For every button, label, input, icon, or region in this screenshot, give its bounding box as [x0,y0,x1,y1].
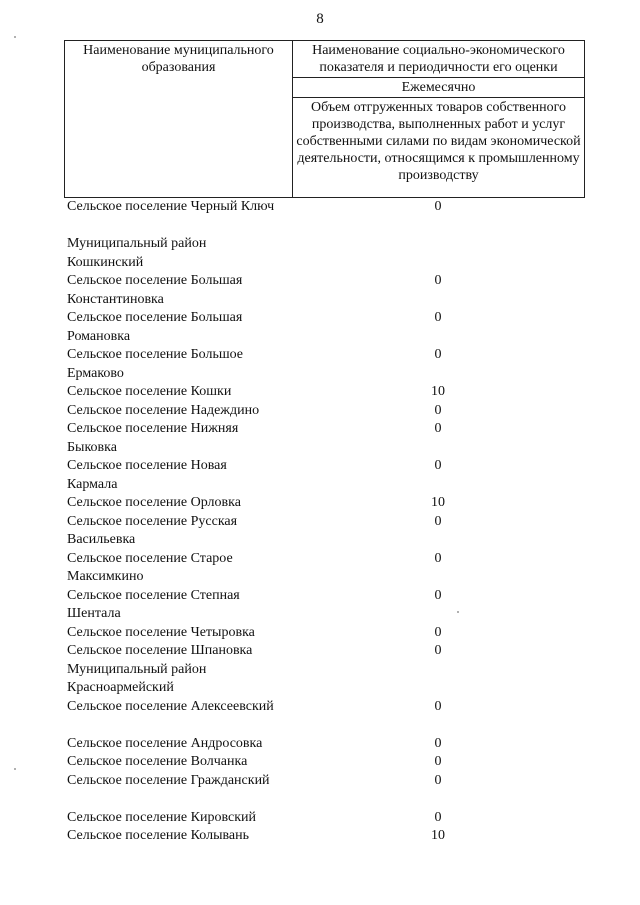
table-row-continuation [67,254,587,273]
scan-speck [14,768,16,770]
municipality-name-continued: Романовка [67,328,131,344]
indicator-value: 0 [434,754,442,769]
municipality-name-continued: Кармала [67,476,118,492]
indicator-value: 10 [431,495,445,510]
municipality-name: Сельское поселение Андросовка [67,735,263,751]
municipality-name: Сельское поселение Черный Ключ [67,199,275,214]
table-row [67,772,587,791]
indicator-value: 0 [434,513,442,529]
municipality-name: Сельское поселение Орловка [67,495,241,510]
indicator-value: 0 [434,402,442,418]
municipality-name-continued: Константиновка [67,291,164,307]
scan-speck [14,36,16,38]
indicator-value: 0 [434,458,442,473]
table-row-continuation [67,328,587,347]
municipality-name-continued: Кошкинский [67,254,144,270]
municipality-name-continued: Васильевка [67,532,136,547]
municipality-name: Муниципальный район [67,661,207,677]
row-gap [67,217,587,236]
indicator-value: 0 [434,587,442,603]
indicator-value: 0 [434,772,442,788]
table-row [67,624,587,643]
municipality-name: Сельское поселение Шпановка [67,643,253,658]
municipality-name: Муниципальный район [67,236,207,251]
table-row [67,383,587,402]
table-row-continuation [67,568,587,587]
table-row-continuation [67,531,587,550]
header-indicator-title: Наименование социально-экономического показателя и периодичности его оценки [293,41,585,78]
municipality-name: Сельское поселение Большая [67,273,243,288]
header-period: Ежемесячно [293,78,585,98]
table-row [67,494,587,513]
row-gap [67,716,587,735]
municipality-name: Сельское поселение Степная [67,587,240,603]
municipality-name: Сельское поселение Кошки [67,384,232,399]
municipality-name: Сельское поселение Надеждино [67,402,260,418]
table-row [67,550,587,569]
municipality-name: Сельское поселение Колывань [67,828,249,843]
municipality-name: Сельское поселение Большое [67,347,244,362]
municipality-name: Сельское поселение Кировский [67,809,256,825]
municipality-name-continued: Шентала [67,606,121,621]
table-header [64,40,585,198]
table-row [67,346,587,365]
municipality-name: Сельское поселение Нижняя [67,421,239,436]
municipality-name-continued: Быковка [67,439,117,455]
page-number: 8 [316,11,324,27]
indicator-value: 0 [434,735,442,751]
table-row-continuation [67,605,587,624]
table-row-continuation [67,365,587,384]
data-rows [67,198,587,846]
table-row-continuation [67,476,587,495]
indicator-value: 0 [434,809,442,825]
indicator-value: 0 [434,273,442,288]
municipality-name-continued: Красноармейский [67,680,174,695]
table-row [67,661,587,680]
municipality-name: Сельское поселение Новая [67,458,227,473]
indicator-value: 0 [434,310,442,325]
indicator-value: 0 [434,698,442,714]
indicator-value: 0 [434,421,442,436]
table-row [67,698,587,717]
indicator-value: 0 [434,199,442,214]
municipality-name: Сельское поселение Алексеевский [67,698,274,714]
indicator-value: 0 [434,643,442,658]
scan-speck [457,611,459,613]
table-row [67,309,587,328]
header-indicator: Объем отгруженных товаров собственного производства, выполненных работ и услуг собственными силами по видам экономической деятельности, относящимся к промышленному производству [293,98,585,198]
table-row [67,420,587,439]
municipality-name: Сельское поселение Русская [67,513,238,529]
municipality-name-continued: Ермаково [67,365,124,381]
table-row [67,587,587,606]
indicator-value: 0 [434,550,442,566]
municipality-name: Сельское поселение Четыровка [67,624,255,640]
table-row [67,513,587,532]
table-row [67,753,587,772]
table-row [67,809,587,828]
table-row-continuation [67,679,587,698]
municipality-name: Сельское поселение Волчанка [67,754,248,769]
indicator-value: 10 [431,384,445,399]
indicator-value: 0 [434,624,442,640]
row-gap [67,790,587,809]
table-row [67,198,587,217]
header-municipality: Наименование муниципального образования [65,41,293,198]
municipality-name: Сельское поселение Гражданский [67,772,270,788]
table-row [67,402,587,421]
table-row-continuation [67,291,587,310]
municipality-name-continued: Максимкино [67,569,144,584]
municipality-name: Сельское поселение Старое [67,550,233,566]
table-row [67,735,587,754]
indicator-value: 0 [434,347,442,362]
municipality-name: Сельское поселение Большая [67,310,243,325]
table-row [67,272,587,291]
indicator-value: 10 [431,828,445,843]
table-row [67,827,587,846]
table-row [67,235,587,254]
table-row [67,457,587,476]
table-row [67,642,587,661]
table-row-continuation [67,439,587,458]
